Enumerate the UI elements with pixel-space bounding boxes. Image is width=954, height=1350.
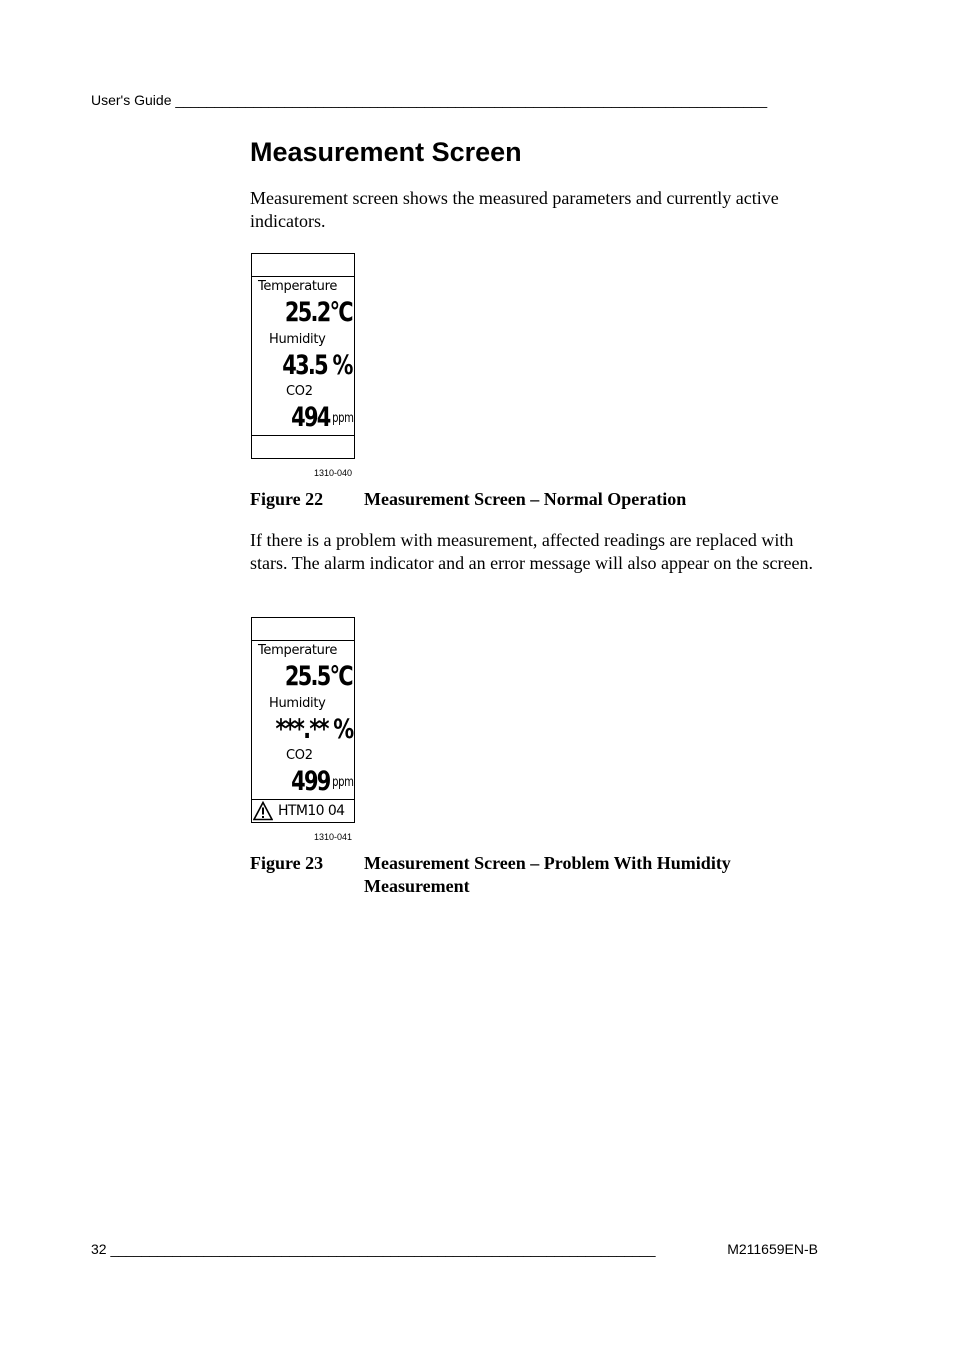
co2-value: 499 — [290, 766, 330, 797]
intro-paragraph: Measurement screen shows the measured parameters and currently active indicators. — [250, 188, 779, 231]
page-number: 32 — [91, 1241, 107, 1257]
display-top-divider — [252, 276, 354, 277]
display-top-divider — [252, 640, 354, 641]
alarm-row — [252, 800, 354, 822]
co2-unit: ppm — [331, 775, 353, 790]
footer-rule: ______________________________________________________________________ — [110, 1241, 656, 1257]
temperature-value: 25.2°C — [285, 297, 352, 328]
error-message: HTM10 04 — [278, 803, 345, 819]
device-display-normal — [251, 253, 355, 459]
figure-title: Measurement Screen – Problem With Humidity Measurement — [364, 853, 731, 896]
temperature-value: 25.5°C — [285, 661, 352, 692]
figure-image-code: 1310-041 — [313, 832, 352, 842]
running-footer — [91, 1240, 818, 1258]
co2-reading — [291, 403, 353, 434]
figure-number: Figure 22 — [250, 489, 324, 509]
temperature-label: Temperature — [258, 279, 338, 294]
running-header: User's Guide ____________________________________________________________________________ — [91, 92, 768, 108]
humidity-value-stars: ***.** % — [275, 714, 352, 745]
co2-unit: ppm — [331, 411, 353, 426]
temperature-label: Temperature — [258, 643, 338, 658]
section-title: Measurement Screen — [250, 137, 522, 167]
figure-image-code: 1310-040 — [313, 468, 352, 478]
document-id: M211659EN-B — [723, 1240, 818, 1258]
display-bottom-divider — [252, 435, 354, 436]
co2-label: CO2 — [286, 384, 313, 399]
co2-label: CO2 — [286, 748, 313, 763]
humidity-label: Humidity — [269, 332, 326, 347]
figure-number: Figure 23 — [250, 853, 324, 873]
figure-title: Measurement Screen – Normal Operation — [364, 489, 687, 509]
device-display-error — [251, 617, 355, 823]
warning-triangle-icon — [253, 801, 273, 821]
co2-value: 494 — [290, 402, 330, 433]
co2-reading — [291, 767, 353, 798]
problem-paragraph: If there is a problem with measurement, affected readings are replaced with stars. The alarm indicator and an error message will also appear on the screen. — [250, 530, 813, 573]
humidity-label: Humidity — [269, 696, 326, 711]
humidity-value: 43.5 % — [282, 350, 352, 381]
